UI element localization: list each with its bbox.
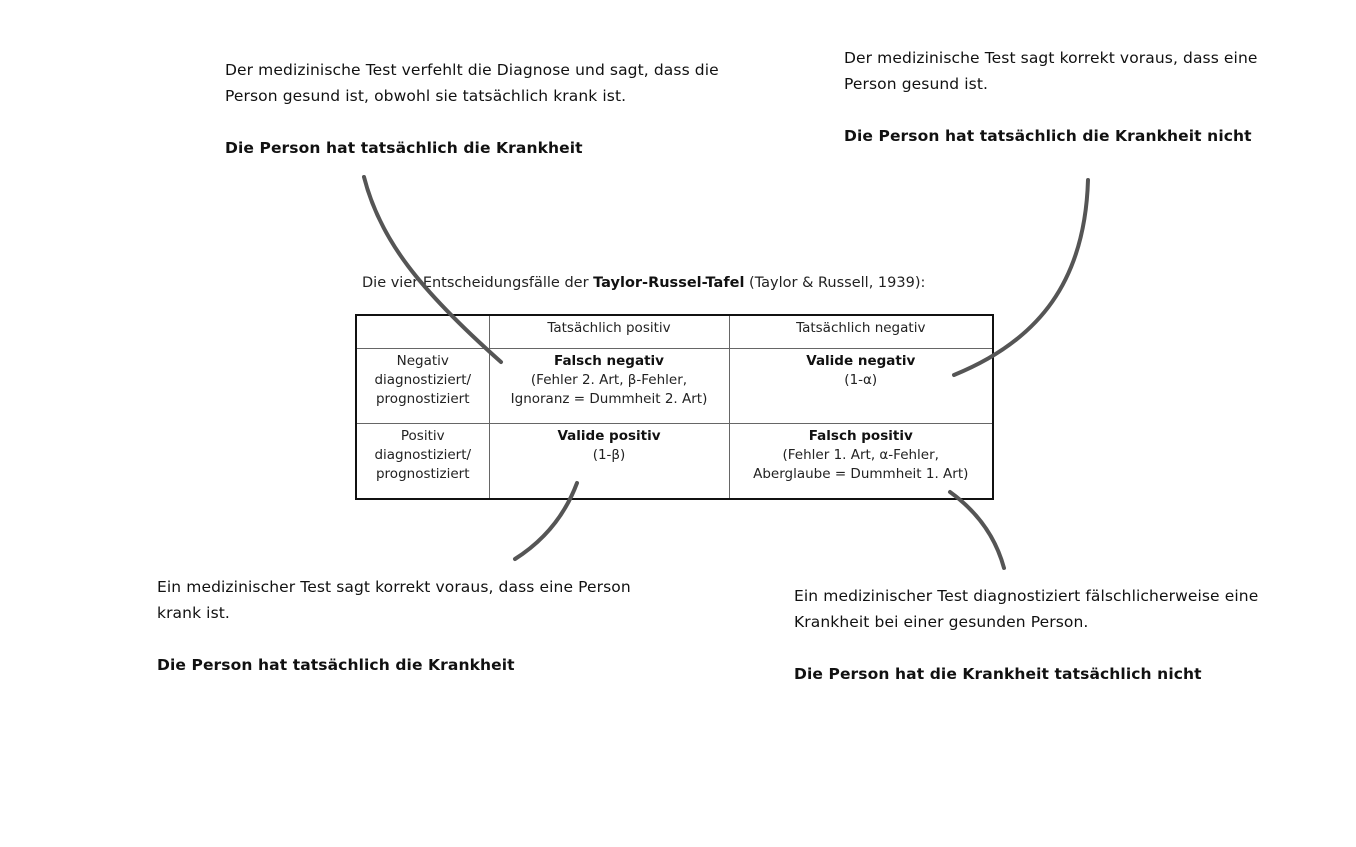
note-false-negative [225,57,765,161]
cell-title: Falsch negativ [554,353,664,369]
taylor-russell-table [355,314,994,500]
row-label-line: prognostiziert [375,391,470,407]
cell-valid-positive [489,424,729,500]
cell-title: Valide positiv [557,428,661,444]
caption-title: Taylor-Russel-Tafel [593,275,745,291]
cell-title: Valide negativ [806,353,916,369]
table-header-row [356,315,993,349]
table-row-positive-diagnosed [356,424,993,500]
cell-false-positive [729,424,993,500]
note-valid-negative [844,45,1304,149]
table-header-actually-negative: Tatsächlich negativ [729,315,993,349]
table-header-actually-positive: Tatsächlich positiv [489,315,729,349]
table-caption [362,275,925,291]
note-conclusion: Die Person hat tatsächlich die Krankheit [225,139,583,157]
note-valid-positive [157,574,677,678]
note-description: Ein medizinischer Test sagt korrekt voraus, dass eine Person krank ist. [157,578,631,622]
note-conclusion: Die Person hat die Krankheit tatsächlich nicht [794,665,1202,683]
cell-line: (Fehler 2. Art, β-Fehler, [530,372,688,388]
row-label-line: Negativ [396,353,449,369]
row-label-line: diagnostiziert/ [374,447,472,463]
note-description: Ein medizinischer Test diagnostiziert fälschlicherweise eine Krankheit bei einer gesunden Person. [794,587,1259,631]
caption-prefix: Die vier Entscheidungsfälle der [362,275,594,291]
table-row-negative-diagnosed [356,349,993,424]
table-header-cell-empty [356,315,489,349]
note-description: Der medizinische Test sagt korrekt voraus, dass eine Person gesund ist. [844,49,1258,93]
cell-title: Falsch positiv [808,428,913,444]
note-description: Der medizinische Test verfehlt die Diagnose und sagt, dass die Person gesund ist, obwohl sie tatsächlich krank ist. [225,61,719,105]
caption-suffix: (Taylor & Russell, 1939): [744,275,926,291]
row-label [356,424,489,500]
row-label-line: prognostiziert [375,466,470,482]
row-label-line: diagnostiziert/ [374,372,472,388]
cell-line: (1-α) [844,372,878,388]
note-conclusion: Die Person hat tatsächlich die Krankheit [157,656,515,674]
row-label [356,349,489,424]
cell-valid-negative [729,349,993,424]
row-label-line: Positiv [400,428,445,444]
cell-line: (1-β) [592,447,626,463]
cell-line: Ignoranz = Dummheit 2. Art) [510,391,708,407]
connector-false-positive [950,492,1004,568]
cell-line: Aberglaube = Dummheit 1. Art) [753,466,969,482]
cell-line: (Fehler 1. Art, α-Fehler, [782,447,939,463]
cell-false-negative [489,349,729,424]
note-false-positive [794,583,1314,687]
note-conclusion: Die Person hat tatsächlich die Krankheit nicht [844,127,1252,145]
